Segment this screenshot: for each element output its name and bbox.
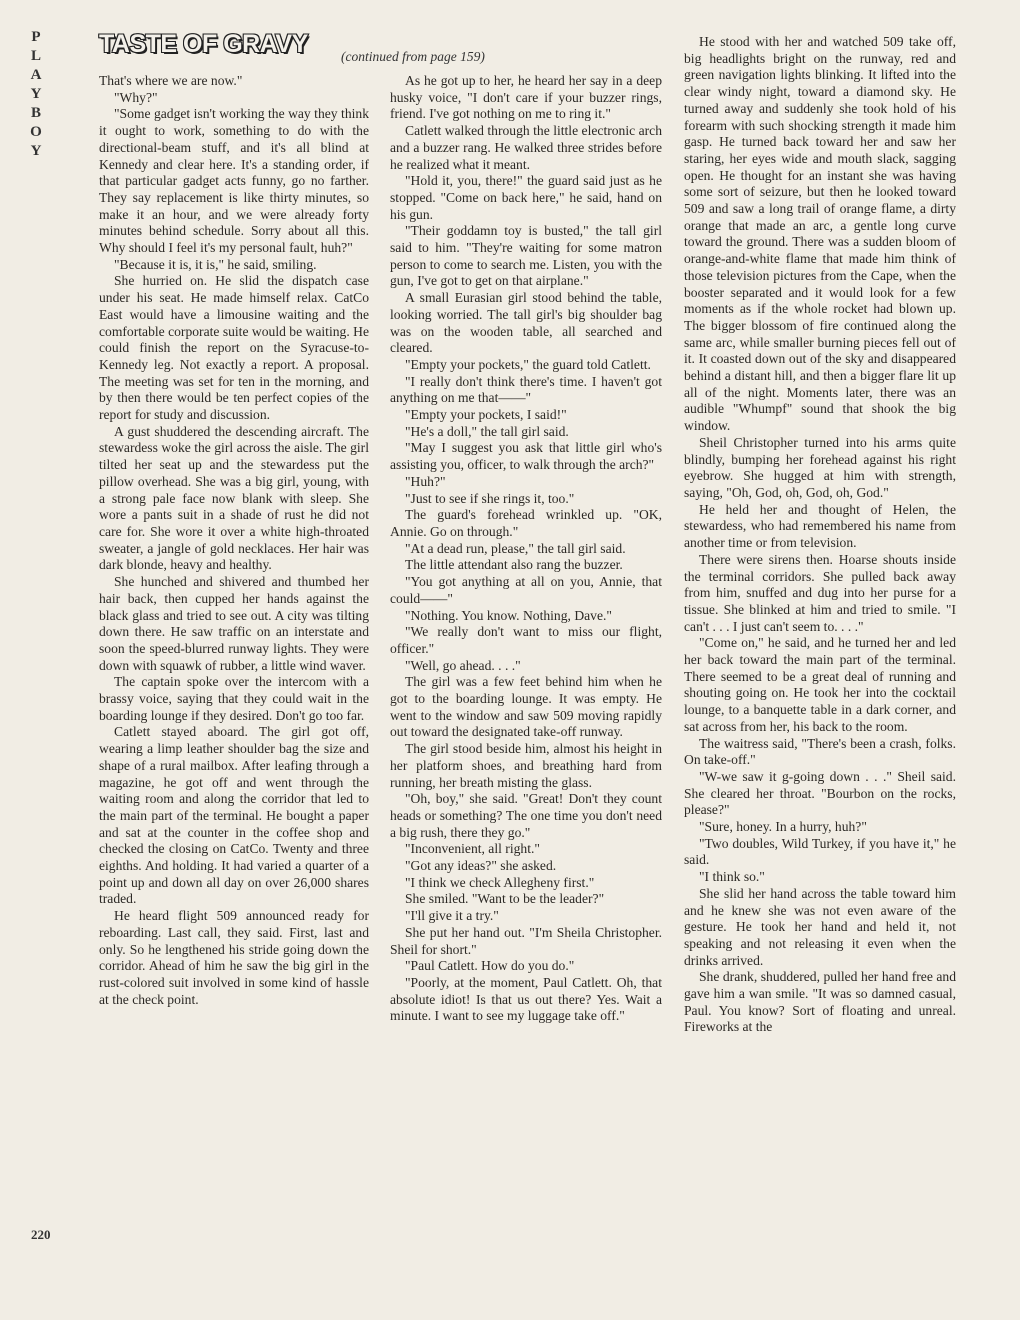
paragraph: He stood with her and watched 509 take off, big headlights bright on the runway, red and green navigation lights blinking. It lifted into the clear windy night, toward a diamond sky. He turned away and suddenly she took hold of his forearm with such shocking strength it made him gasp. He turned back toward her and saw her staring, her eyes wide and mouth slack, sagging open. He thought for an instant she was having some sort of seizure, but then he looked toward 509 and saw a long trail of orange flame, a dirty orange that made an arc, a gentle long curve toward the ground. There was a sudden bloom of orange-and-white flame that made him think of those television pictures from the Cape, when the booster separated and it would look for a few moments as if the whole rocket had blown up. The bigger blossom of fire continued along the same arc, while smaller burning pieces fell out of it. It coasted down out of the sky and disappeared behind a distant hill, and then a bigger flare lit up all of the night. Moments later, there was an audible "Whumpf" sound that shook the big window. <box>684 34 956 434</box>
paragraph: She put her hand out. "I'm Sheila Christopher. Sheil for short." <box>390 924 662 957</box>
text-column-1 <box>99 73 369 1243</box>
paragraph: "We really don't want to miss our flight, officer." <box>390 624 662 656</box>
paragraph: "Come on," he said, and he turned her and led her back toward the main part of the terminal. There seemed to be a great deal of running and shouting going on. He took her into the cocktail lounge, to a banquette table in a dark corner, and sat across from her, his back to the room. <box>684 635 956 734</box>
paragraph: The little attendant also rang the buzzer. <box>405 557 623 573</box>
paragraph: "Paul Catlett. How do you do." <box>405 958 575 974</box>
paragraph: As he got up to her, he heard her say in a deep husky voice, "I don't care if your buzzer rings, friend. I've got nothing on me to ring it." <box>390 73 662 122</box>
paragraph: There were sirens then. Hoarse shouts inside the terminal corridors. She pulled back away from him, snuffed and dug into her purse for a tissue. She blinked at him and tried to smile. "I can't . . . I just can't seem to. . . ." <box>684 551 956 634</box>
magazine-letter: Y <box>30 143 42 159</box>
paragraph: The waitress said, "There's been a crash, folks. On take-off." <box>684 735 956 768</box>
page-number: 220 <box>31 1227 51 1242</box>
text-column-2 <box>390 73 662 1243</box>
paragraph: "Because it is, it is," he said, smiling. <box>114 256 317 272</box>
paragraph: He heard flight 509 announced ready for reboarding. Last call, they said. First, last and only. So he lengthened his stride going down the corridor. Ahead of him he saw the big girl in the rust-colored suit involved in some kind of hassle at the check point. <box>99 908 369 1007</box>
magazine-letter: B <box>30 105 41 121</box>
paragraph: He held her and thought of Helen, the stewardess, who had remembered his name from another time or from television. <box>684 501 956 551</box>
magazine-letter: O <box>30 124 42 140</box>
paragraph: She slid her hand across the table toward him and he knew she was not even aware of the gesture. He took her hand and held it, not speaking and not releasing it even when the drinks arrived. <box>684 885 956 968</box>
magazine-letter: A <box>30 67 42 83</box>
paragraph: "I think we check Allegheny first." <box>405 874 595 890</box>
paragraph: "Some gadget isn't working the way they think it ought to work, something to do with the directional-beam stuff, and it's all blind at Kennedy and clear here. It's a standing order, if that particular gadget acts funny, go no farther. They say replacement is like thirty minutes, so make it an hour, and we were already forty minutes behind schedule. Sorry about all this. Why should I feel it's my personal fault, huh?" <box>99 106 369 256</box>
paragraph: The guard's forehead wrinkled up. "OK, Annie. Go on through." <box>390 507 662 539</box>
paragraph: A small Eurasian girl stood behind the table, looking worried. The tall girl's big shoulder bag was on the wooden table, all searched and cleared. <box>390 290 662 356</box>
paragraph: "Nothing. You know. Nothing, Dave." <box>405 607 612 623</box>
paragraph: "Inconvenient, all right." <box>405 841 540 857</box>
paragraph: She hurried on. He slid the dispatch case under his seat. He made himself relax. CatCo East would have a limousine waiting and the comfortable corporate suite would be waiting. He could finish the report on the Syracuse-to-Kennedy leg. Not exactly a report. A proposal. The meeting was set for ten in the morning, and by then there would be ten perfect copies of the report for study and discussion. <box>99 273 369 423</box>
magazine-name-vertical <box>28 28 44 161</box>
paragraph: "May I suggest you ask that little girl who's assisting you, officer, to walk through the arch?" <box>390 440 662 473</box>
continued-from-note: (continued from page 159) <box>341 49 485 64</box>
story-title: TASTE OF GRAVY <box>99 30 308 58</box>
paragraph: "At a dead run, please," the tall girl said. <box>405 540 626 556</box>
paragraph: "Hold it, you, there!" the guard said just as he stopped. "Come on back here," he said, hand on his gun. <box>390 173 662 222</box>
paragraph: "Empty your pockets," the guard told Catlett. <box>405 356 651 372</box>
paragraph: "Huh?" <box>405 473 446 489</box>
paragraph: "He's a doll," the tall girl said. <box>405 423 569 439</box>
paragraph: The captain spoke over the intercom with a brassy voice, saying that they could wait in the boarding lounge if they desired. Don't go too far. <box>99 674 369 723</box>
magazine-letter: L <box>30 48 41 64</box>
paragraph: "Got any ideas?" she asked. <box>405 858 557 874</box>
paragraph: "Well, go ahead. . . ." <box>405 657 521 673</box>
paragraph: "I really don't think there's time. I haven't got anything on me that——" <box>390 373 662 406</box>
paragraph: "Oh, boy," she said. "Great! Don't they count heads or something? The one time you don't need a big rush, there they go." <box>390 791 662 840</box>
paragraph: "I'll give it a try." <box>405 908 499 924</box>
paragraph: "You got anything at all on you, Annie, that could——" <box>390 574 662 606</box>
paragraph: "Just to see if she rings it, too." <box>405 490 575 506</box>
paragraph: Sheil Christopher turned into his arms quite blindly, bumping her forehead against his right eyebrow. She hugged at him with strength, saying, "Oh, God, oh, God, oh, God." <box>684 434 956 500</box>
paragraph: The girl stood beside him, almost his height in her platform shoes, and breathing hard from running, her breath misting the glass. <box>390 741 662 790</box>
paragraph: "I think so." <box>699 869 765 885</box>
magazine-letter: P <box>31 29 41 45</box>
paragraph: The girl was a few feet behind him when he got to the boarding lounge. It was empty. He went to the window and saw 509 moving rapidly out toward the designated take-off runway. <box>390 674 662 740</box>
paragraph: That's where we are now." <box>99 73 243 88</box>
paragraph: She smiled. "Want to be the leader?" <box>405 891 605 907</box>
paragraph: She hunched and shivered and thumbed her hair back, then cupped her hands against the black glass and tried to see out. A city was tilting down there. He saw traffic on an interstate and soon the speed-blurred runway lights. They were down with squawk of rubber, a little wind waver. <box>99 574 369 673</box>
paragraph: "Their goddamn toy is busted," the tall girl said to him. "They're waiting for some matron person to come to search me. Listen, you with the gun, I've got to get on that airplane." <box>390 223 662 289</box>
paragraph: "W-we saw it g-going down . . ." Sheil said. She cleared her throat. "Bourbon on the rocks, please?" <box>684 768 956 818</box>
paragraph: Catlett stayed aboard. The girl got off, wearing a limp leather shoulder bag the size and shape of a rural mailbox. After leafing through a magazine, he got off and went through the waiting room and along the corridor that led to the main part of the terminal. He bought a paper and sat at the counter in the coffee shop and checked the closing on CatCo. Twenty and three eighths. And holding. It had varied a quarter of a point up and down all day on over 26,000 shares traded. <box>99 724 369 907</box>
paragraph: "Why?" <box>114 89 158 105</box>
paragraph: "Sure, honey. In a hurry, huh?" <box>699 819 867 835</box>
paragraph: A gust shuddered the descending aircraft. The stewardess woke the girl across the aisle. The girl tilted her seat up and the stewardess put the pillow overhead. She was a big girl, young, with a strong pale face now blank with sleep. She wore a pants suit in a shade of rust he did not care for. She wore it over a white high-throated sweater, a jangle of gold necklaces. Her hair was dark blonde, heavy and healthy. <box>99 423 369 573</box>
paragraph: "Poorly, at the moment, Paul Catlett. Oh, that absolute idiot! Is that us out there? Yes. Wait a minute. I want to see my luggage take off." <box>390 974 662 1024</box>
magazine-letter: Y <box>30 86 42 102</box>
paragraph: "Empty your pockets, I said!" <box>405 407 567 423</box>
paragraph: Catlett walked through the little electronic arch and a buzzer rang. He walked three strides before he realized what it meant. <box>390 123 662 172</box>
text-column-3 <box>684 34 956 1244</box>
paragraph: "Two doubles, Wild Turkey, if you have it," he said. <box>684 835 956 868</box>
paragraph: She drank, shuddered, pulled her hand free and gave him a wan smile. "It was so damned casual, Paul. You know? Sort of floating and unreal. Fireworks at the <box>684 969 956 1035</box>
